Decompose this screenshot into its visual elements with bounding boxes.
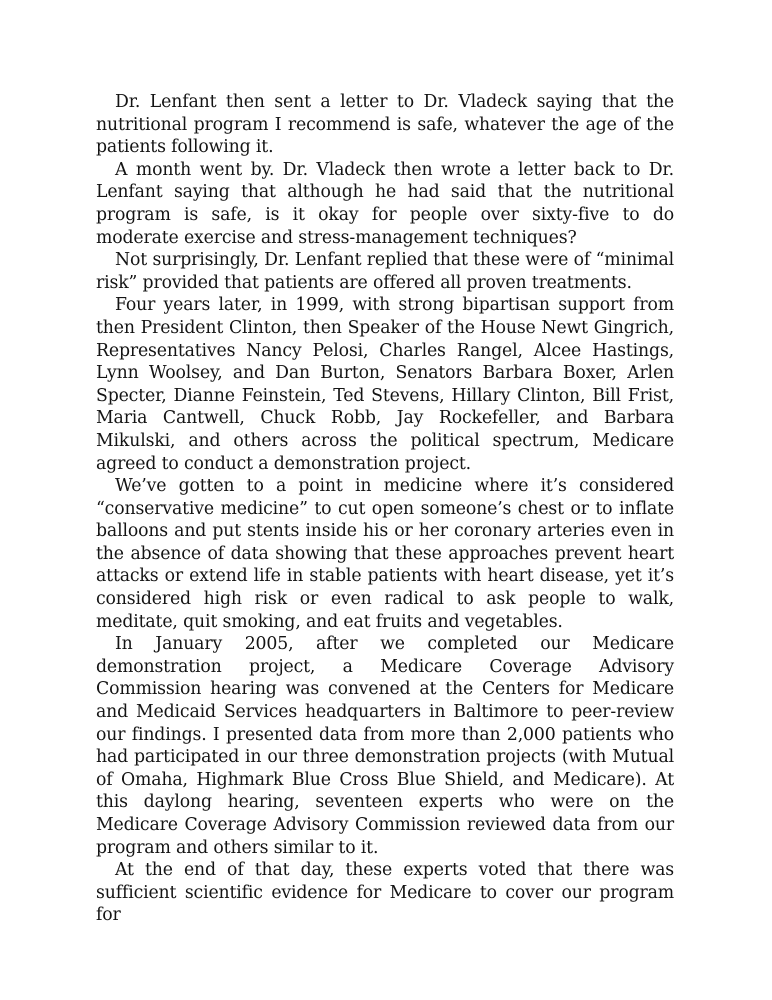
paragraph-coverage-hearing: In January 2005, after we completed our Medicare demonstration project, a Medicare Coverage Advisory Commission hearing was convened at the Centers for Medicare and Medicaid Services headquarters in Baltimore to peer-review our findings. I presented data from more than 2,000 patients who had participated in our three demonstration projects (with Mutual of Omaha, Highmark Blue Cross Blue Shield, and Medicare). At this daylong hearing, seventeen experts who were on the Medicare Coverage Advisory Commission reviewed data from our program and others similar to it. [96, 634, 674, 858]
paragraph-bipartisan-support: Four years later, in 1999, with strong bipartisan support from then President Clinton, then Speaker of the House Newt Gingrich, Representatives Nancy Pelosi, Charles Rangel, Alcee Hastings, Lynn Woolsey, and Dan Burton, Senators Barbara Boxer, Arlen Specter, Dianne Feinstein, Ted Stevens, Hillary Clinton, Bill Frist, Maria Cantwell, Chuck Robb, Jay Rockefeller, and Barbara Mikulski, and others across the political spectrum, Medicare agreed to conduct a demonstration project. [96, 295, 674, 474]
paragraph-experts-vote: At the end of that day, these experts voted that there was sufficient scientific evidence for Medicare to cover our program for [96, 860, 674, 926]
paragraph-vladeck-reply: A month went by. Dr. Vladeck then wrote a letter back to Dr. Lenfant saying that although he had said that the nutritional program is safe, is it okay for people over sixty-five to do moderate exercise and stress-management techniques? [96, 159, 674, 248]
body-text [96, 91, 674, 927]
paragraph-minimal-risk: Not surprisingly, Dr. Lenfant replied that these were of “minimal risk” provided that patients are offered all proven treatments. [96, 250, 674, 293]
paragraph-lenfant-letter: Dr. Lenfant then sent a letter to Dr. Vladeck saying that the nutritional program I recommend is safe, whatever the age of the patients following it. [96, 92, 674, 158]
paragraph-conservative-medicine: We’ve gotten to a point in medicine where it’s considered “conservative medicine” to cut open someone’s chest or to inflate balloons and put stents inside his or her coronary arteries even in the absence of data showing that these approaches prevent heart attacks or extend life in stable patients with heart disease, yet it’s considered high risk or even radical to ask people to walk, meditate, quit smoking, and eat fruits and vegetables. [96, 476, 674, 632]
